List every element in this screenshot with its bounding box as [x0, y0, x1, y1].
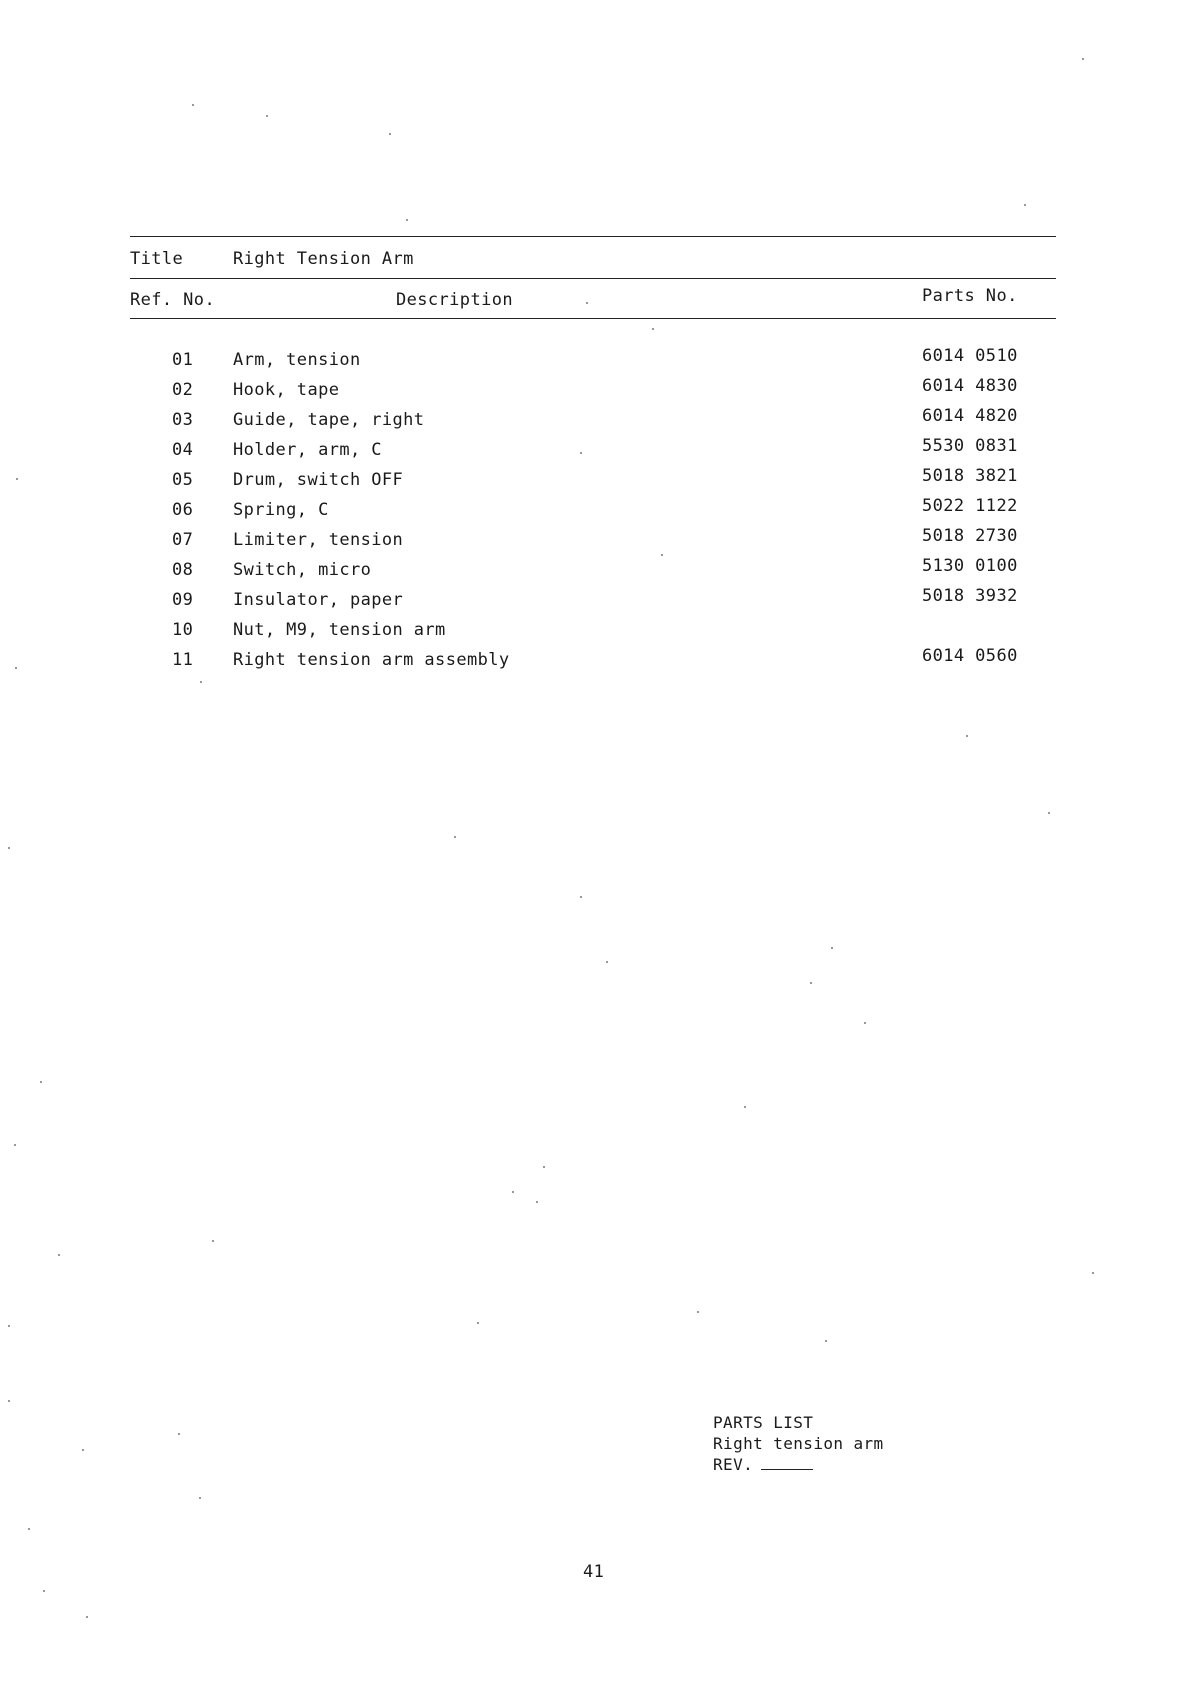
scan-speck	[58, 1254, 60, 1256]
scan-speck	[43, 1590, 45, 1592]
part-description: Spring, C	[233, 500, 329, 520]
scan-speck	[15, 667, 17, 669]
ref-no: 11	[172, 650, 194, 670]
part-number: 5018 3932	[922, 586, 1018, 606]
part-number: 6014 0560	[922, 646, 1018, 666]
part-description: Guide, tape, right	[233, 410, 425, 430]
scan-speck	[477, 1322, 479, 1324]
scan-speck	[454, 836, 456, 838]
scan-speck	[580, 896, 582, 898]
part-number: 5018 2730	[922, 526, 1018, 546]
scan-speck	[8, 847, 10, 849]
part-description: Switch, micro	[233, 560, 372, 580]
part-description: Right tension arm assembly	[233, 650, 510, 670]
ref-no: 08	[172, 560, 194, 580]
scan-speck	[16, 478, 18, 480]
scan-speck	[8, 1400, 10, 1402]
ref-no: 01	[172, 350, 194, 370]
part-number: 5530 0831	[922, 436, 1018, 456]
ref-no: 04	[172, 440, 194, 460]
scan-speck	[825, 1340, 827, 1342]
part-number: 6014 4830	[922, 376, 1018, 396]
revision-label: REV.	[713, 1455, 754, 1474]
parts-no-header: Parts No.	[922, 286, 1018, 306]
scan-speck	[1092, 1272, 1094, 1274]
document-subject: Right tension arm	[713, 1434, 884, 1453]
scan-speck	[178, 1433, 180, 1435]
part-description: Holder, arm, C	[233, 440, 382, 460]
scan-speck	[543, 1166, 545, 1168]
part-description: Arm, tension	[233, 350, 361, 370]
scan-speck	[661, 554, 663, 556]
header-bottom-rule	[130, 318, 1056, 319]
scan-speck	[536, 1201, 538, 1203]
table-top-rule	[130, 236, 1056, 237]
scan-speck	[697, 1311, 699, 1313]
scan-speck	[1048, 812, 1050, 814]
revision-blank	[761, 1469, 813, 1470]
scan-speck	[192, 104, 194, 106]
scan-speck	[28, 1528, 30, 1530]
scan-speck	[744, 1106, 746, 1108]
scan-speck	[8, 1325, 10, 1327]
scan-speck	[266, 115, 268, 117]
scan-speck	[512, 1191, 514, 1193]
scan-speck	[831, 947, 833, 949]
description-header: Description	[396, 290, 513, 310]
scan-speck	[1024, 204, 1026, 206]
revision-field	[713, 1455, 813, 1474]
ref-no: 09	[172, 590, 194, 610]
ref-no: 05	[172, 470, 194, 490]
part-description: Drum, switch OFF	[233, 470, 404, 490]
ref-no: 06	[172, 500, 194, 520]
part-number: 5022 1122	[922, 496, 1018, 516]
part-description: Limiter, tension	[233, 530, 404, 550]
scan-speck	[652, 328, 654, 330]
scan-speck	[580, 452, 582, 454]
part-description: Insulator, paper	[233, 590, 404, 610]
title-label: Title	[130, 249, 184, 269]
scan-speck	[1082, 58, 1084, 60]
part-number: 5130 0100	[922, 556, 1018, 576]
part-number: 5018 3821	[922, 466, 1018, 486]
part-number: 6014 0510	[922, 346, 1018, 366]
scan-speck	[606, 961, 608, 963]
scan-speck	[810, 982, 812, 984]
scan-speck	[199, 1497, 201, 1499]
scan-speck	[200, 681, 202, 683]
ref-no: 03	[172, 410, 194, 430]
part-description: Nut, M9, tension arm	[233, 620, 446, 640]
scan-speck	[586, 302, 588, 304]
part-description: Hook, tape	[233, 380, 340, 400]
ref-no: 10	[172, 620, 194, 640]
scan-speck	[14, 1144, 16, 1146]
scan-speck	[406, 219, 408, 221]
scan-speck	[82, 1449, 84, 1451]
page-number: 41	[583, 1562, 605, 1582]
scan-speck	[966, 735, 968, 737]
scan-speck	[40, 1081, 42, 1083]
title-bottom-rule	[130, 278, 1056, 279]
ref-no-header: Ref. No.	[130, 290, 216, 310]
title-value: Right Tension Arm	[233, 249, 414, 269]
ref-no: 02	[172, 380, 194, 400]
scan-speck	[212, 1240, 214, 1242]
scan-speck	[864, 1022, 866, 1024]
scan-speck	[86, 1616, 88, 1618]
part-number: 6014 4820	[922, 406, 1018, 426]
parts-list-label: PARTS LIST	[713, 1413, 814, 1432]
scan-speck	[389, 133, 391, 135]
ref-no: 07	[172, 530, 194, 550]
